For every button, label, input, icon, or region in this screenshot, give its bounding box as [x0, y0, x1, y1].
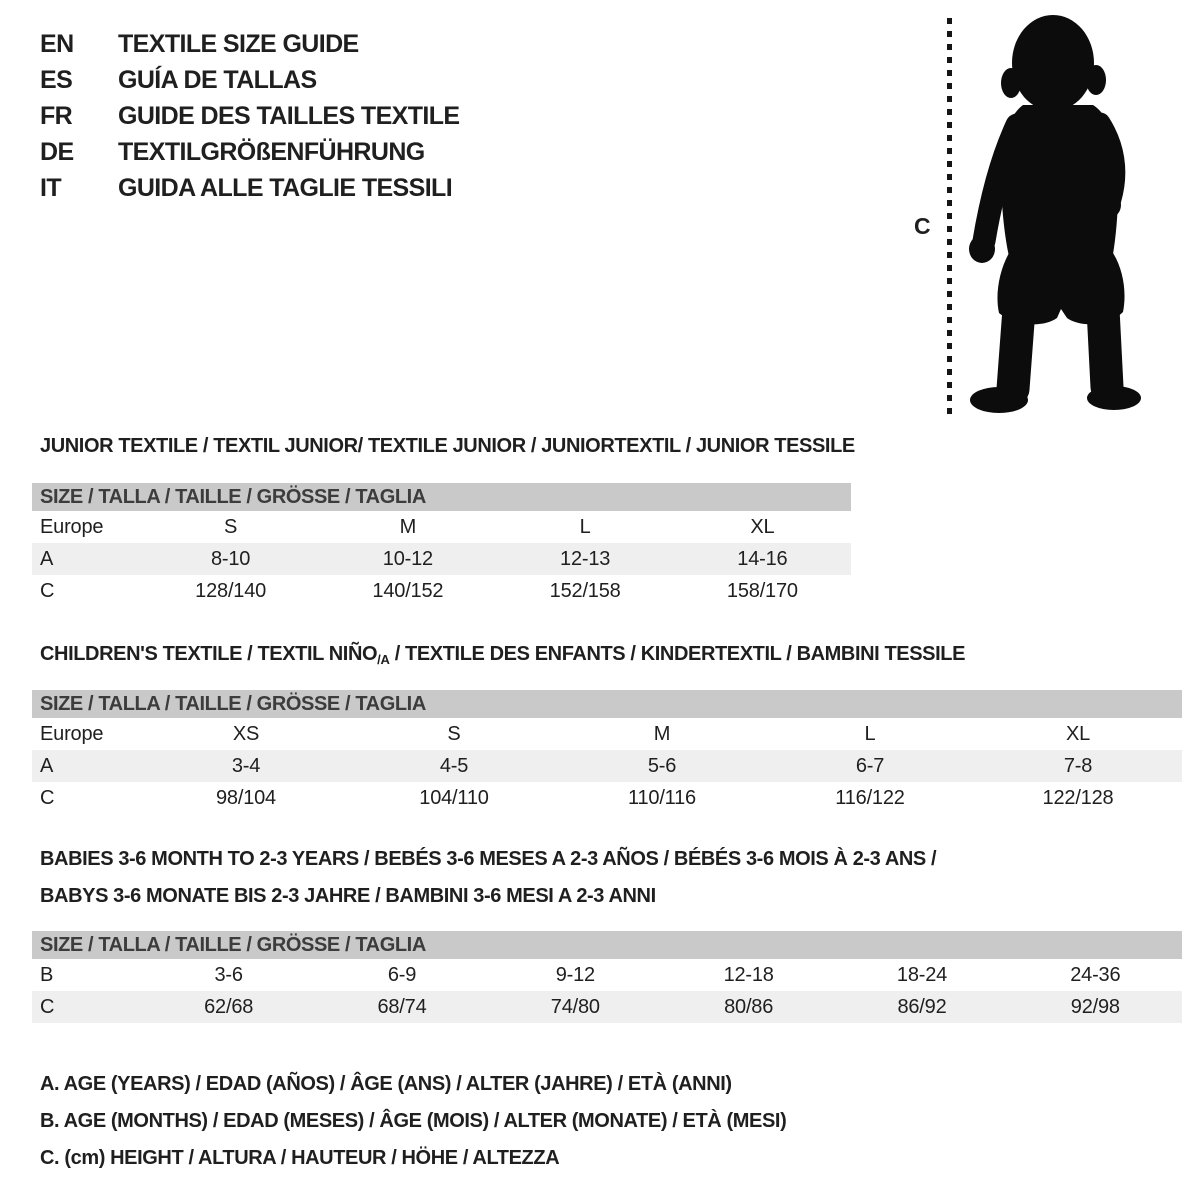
cell-value: 3-6 [214, 963, 243, 986]
cell-value: 110/116 [628, 786, 696, 809]
children-row-a [32, 750, 1182, 782]
cell-value: M [653, 722, 671, 745]
lang-code: IT [40, 173, 62, 202]
cell-value: XS [232, 722, 260, 745]
babies-row-c [32, 991, 1182, 1023]
children-row-europe [32, 718, 1182, 750]
cell-value: 116/122 [835, 786, 905, 809]
height-measure-label: C [914, 213, 931, 239]
cell-value: 158/170 [726, 579, 798, 602]
row-label: C [40, 995, 55, 1018]
cell-value: 7-8 [1063, 754, 1093, 777]
cell-value: S [447, 722, 461, 745]
cell-value: 9-12 [555, 963, 595, 986]
babies-size-table [32, 931, 1182, 1023]
cell-value: 18-24 [896, 963, 948, 986]
babies-table-rows [32, 959, 1182, 1023]
row-label: C [40, 786, 55, 809]
children-size-table [32, 690, 1182, 814]
cell-value: XL [1065, 722, 1091, 745]
cell-value: 74/80 [550, 995, 600, 1018]
legend-line-c: C. (cm) HEIGHT / ALTURA / HAUTEUR / HÖHE / ALTEZZA [40, 1147, 560, 1169]
title-text: /A [377, 652, 390, 667]
size-header-label: SIZE / TALLA / TAILLE / GRÖSSE / TAGLIA [40, 485, 426, 508]
lang-title: GUÍA DE TALLAS [118, 65, 317, 94]
baby-silhouette-icon [963, 13, 1159, 415]
babies-title-line [40, 841, 936, 878]
row-label: Europe [40, 515, 104, 538]
children-row-c [32, 782, 1182, 814]
junior-row-a [32, 543, 851, 575]
height-measure-dotted-line [947, 18, 952, 415]
legend [40, 1066, 786, 1177]
cell-value: M [399, 515, 417, 538]
cell-value: 68/74 [377, 995, 427, 1018]
junior-title-line [40, 428, 855, 465]
legend-line-a: A. AGE (YEARS) / EDAD (AÑOS) / ÂGE (ANS) / ALTER (JAHRE) / ETÀ (ANNI) [40, 1073, 732, 1095]
lang-code: EN [40, 29, 74, 58]
lang-title: GUIDA ALLE TAGLIE TESSILI [118, 173, 453, 202]
cell-value: 104/110 [419, 786, 489, 809]
cell-value: 8-10 [211, 547, 251, 570]
cell-value: 4-5 [439, 754, 469, 777]
babies-section-title [40, 841, 936, 915]
babies-title-line [40, 878, 936, 915]
junior-row-c [32, 575, 851, 607]
size-header-bar [32, 483, 851, 511]
lang-code: ES [40, 65, 73, 94]
junior-section-title [40, 428, 855, 465]
cell-value: 152/158 [549, 579, 621, 602]
row-label: Europe [40, 722, 104, 745]
row-label: C [40, 579, 55, 602]
title-text: / TEXTILE DES ENFANTS / KINDERTEXTIL / BAMBINI TESSILE [389, 643, 966, 665]
cell-value: 122/128 [1042, 786, 1114, 809]
lang-row-fr [40, 98, 460, 134]
lang-row-es [40, 62, 460, 98]
lang-title: TEXTILE SIZE GUIDE [118, 29, 359, 58]
lang-row-de [40, 134, 460, 170]
junior-size-table [32, 483, 851, 607]
cell-value: 3-4 [231, 754, 261, 777]
cell-value: 92/98 [1070, 995, 1120, 1018]
lang-row-it [40, 170, 460, 206]
row-label: A [40, 754, 54, 777]
cell-value: S [224, 515, 238, 538]
language-header [40, 26, 460, 206]
lang-code: DE [40, 137, 74, 166]
children-section-title [40, 636, 965, 678]
cell-value: 6-9 [387, 963, 417, 986]
cell-value: 62/68 [204, 995, 254, 1018]
cell-value: 98/104 [216, 786, 276, 809]
cell-value: 10-12 [382, 547, 433, 570]
size-header-bar [32, 690, 1182, 718]
cell-value: 86/92 [897, 995, 947, 1018]
size-header-bar [32, 931, 1182, 959]
children-table-rows [32, 718, 1182, 814]
cell-value: 6-7 [855, 754, 885, 777]
size-header-label: SIZE / TALLA / TAILLE / GRÖSSE / TAGLIA [40, 933, 426, 956]
cell-value: 12-13 [560, 547, 611, 570]
lang-title: GUIDE DES TAILLES TEXTILE [118, 101, 460, 130]
cell-value: 80/86 [724, 995, 774, 1018]
lang-row-en [40, 26, 460, 62]
title-text: BABIES 3-6 MONTH TO 2-3 YEARS / BEBÉS 3-6 MESES A 2-3 AÑOS / BÉBÉS 3-6 MOIS À 2-3 ANS / [40, 848, 937, 870]
row-label: A [40, 547, 54, 570]
cell-value: L [579, 515, 591, 538]
title-text: JUNIOR TEXTILE / TEXTIL JUNIOR/ TEXTILE JUNIOR / JUNIORTEXTIL / JUNIOR TESSILE [40, 435, 855, 457]
children-title-line [40, 636, 965, 678]
cell-value: 12-18 [723, 963, 774, 986]
title-text: BABYS 3-6 MONATE BIS 2-3 JAHRE / BAMBINI 3-6 MESI A 2-3 ANNI [40, 885, 656, 907]
cell-value: XL [750, 515, 775, 538]
cell-value: 128/140 [195, 579, 267, 602]
cell-value: 24-36 [1070, 963, 1121, 986]
lang-title: TEXTILGRÖßENFÜHRUNG [118, 137, 425, 166]
cell-value: 14-16 [737, 547, 788, 570]
lang-code: FR [40, 101, 73, 130]
cell-value: 140/152 [372, 579, 444, 602]
junior-row-europe [32, 511, 851, 543]
junior-table-rows [32, 511, 851, 607]
legend-line-b: B. AGE (MONTHS) / EDAD (MESES) / ÂGE (MOIS) / ALTER (MONATE) / ETÀ (MESI) [40, 1110, 787, 1132]
cell-value: 5-6 [647, 754, 677, 777]
row-label: B [40, 963, 54, 986]
title-text: CHILDREN'S TEXTILE / TEXTIL NIÑO [40, 643, 378, 665]
babies-row-b [32, 959, 1182, 991]
cell-value: L [864, 722, 876, 745]
size-header-label: SIZE / TALLA / TAILLE / GRÖSSE / TAGLIA [40, 692, 426, 715]
